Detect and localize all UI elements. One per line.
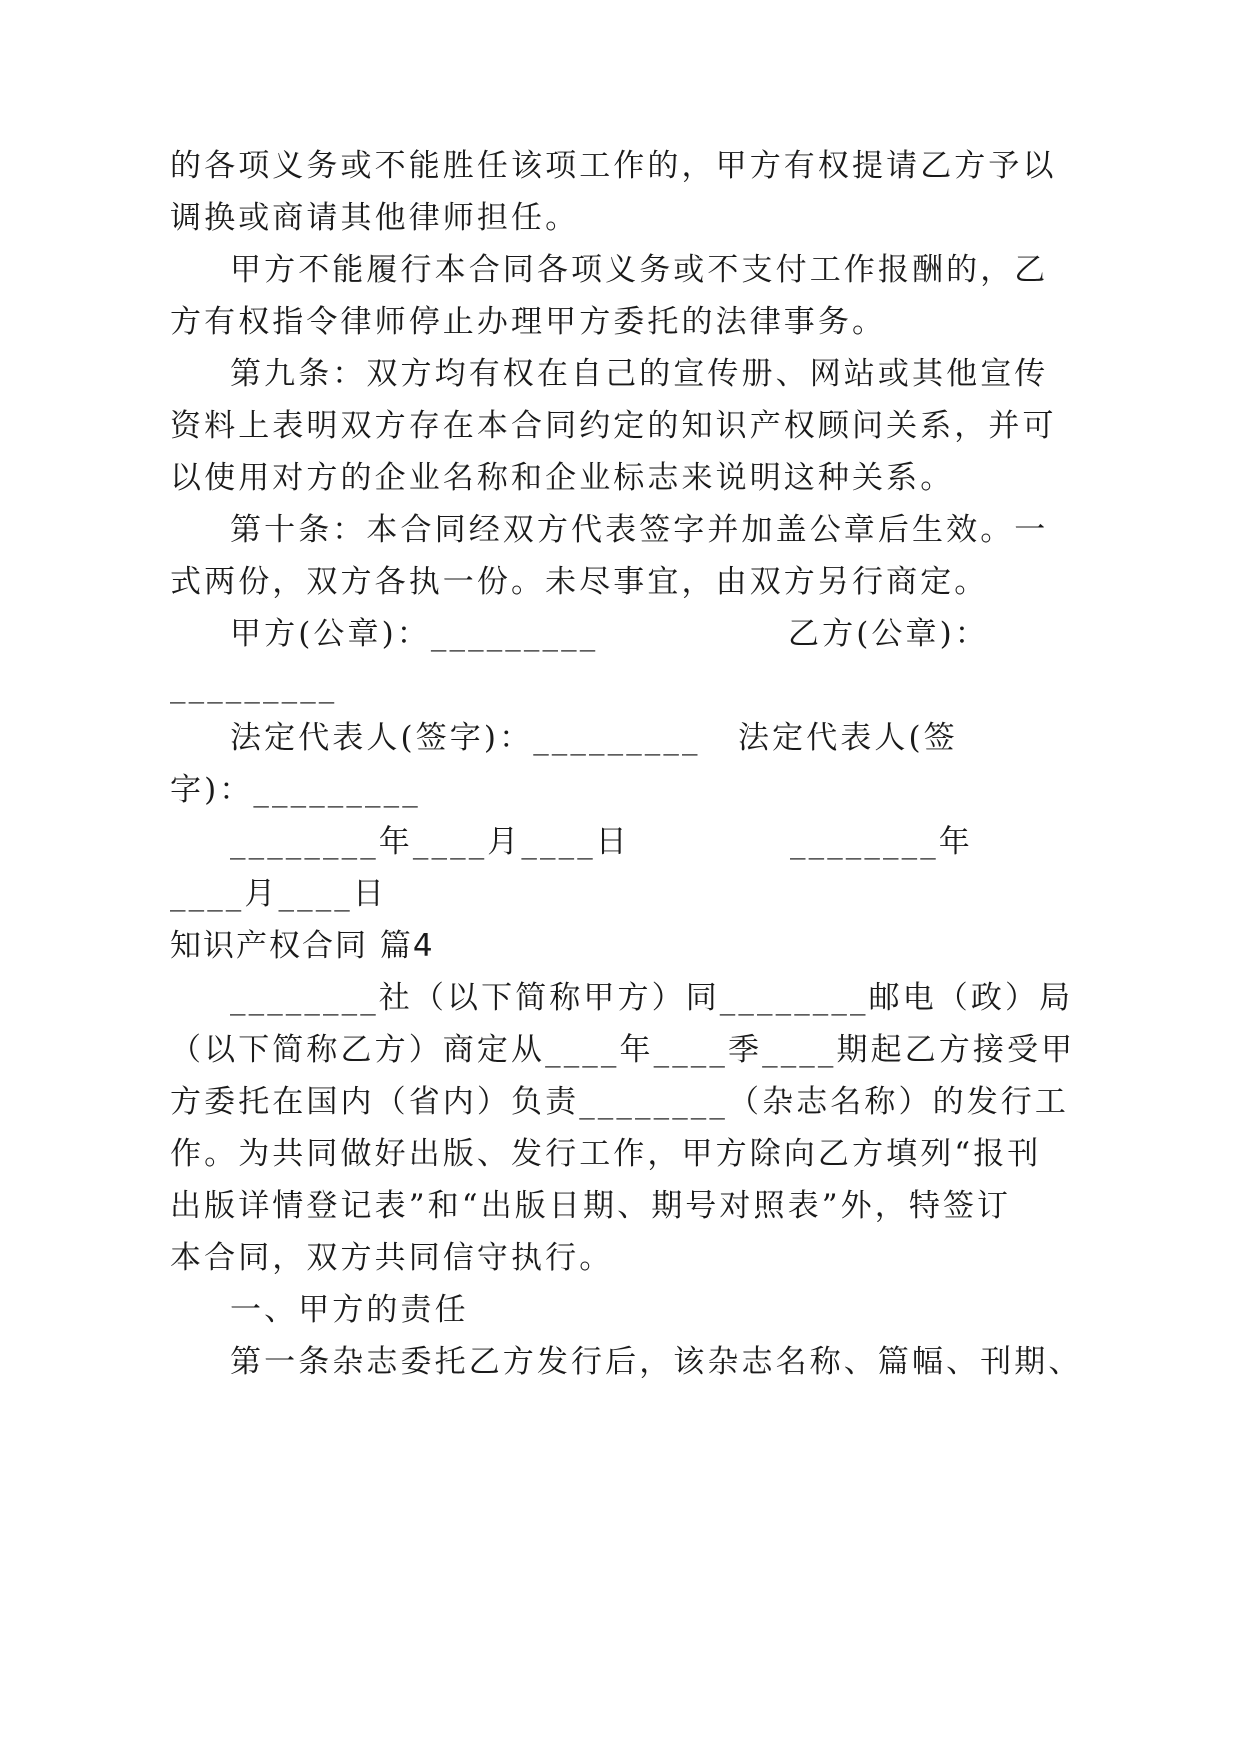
paragraph-line: 第九条：双方均有权在自己的宣传册、网站或其他宣传: [230, 356, 1049, 392]
paragraph-line: 资料上表明双方存在本合同约定的知识产权顾问关系，并可: [170, 408, 1057, 444]
paragraph-line: 本合同，双方共同信守执行。: [170, 1240, 614, 1276]
paragraph-line: 调换或商请其他律师担任。: [170, 200, 580, 236]
paragraph-line: 方有权指令律师停止办理甲方委托的法律事务。: [170, 304, 887, 340]
party-a-seal-line: 甲方(公章)：_________: [230, 616, 599, 652]
paragraph-line: ________社（以下简称甲方）同________邮电（政）局: [230, 980, 1074, 1016]
paragraph-line: （以下简称乙方）商定从____年____季____期起乙方接受甲: [170, 1032, 1076, 1068]
party-b-date-month-day: ____月____日: [170, 876, 387, 912]
section-heading: 知识产权合同 篇4: [170, 928, 435, 964]
paragraph-line: 第一条杂志委托乙方发行后，该杂志名称、篇幅、刊期、: [230, 1344, 1083, 1380]
party-b-seal-blank: _________: [170, 668, 338, 704]
party-b-representative-label: 法定代表人(签: [738, 720, 958, 756]
party-b-representative-blank: 字)：_________: [170, 772, 421, 808]
paragraph-line: 作。为共同做好出版、发行工作，甲方除向乙方填列“报刊: [170, 1136, 1042, 1172]
party-b-seal-label: 乙方(公章)：: [788, 616, 989, 652]
paragraph-line: 以使用对方的企业名称和企业标志来说明这种关系。: [170, 460, 955, 496]
party-a-representative-line: 法定代表人(签字)：_________: [230, 720, 701, 756]
paragraph-line: 第十条：本合同经双方代表签字并加盖公章后生效。一: [230, 512, 1049, 548]
paragraph-line: 出版详情登记表”和“出版日期、期号对照表”外，特签订: [170, 1188, 1012, 1224]
party-a-date-line: ________年____月____日: [230, 824, 630, 860]
subsection-heading: 一、甲方的责任: [230, 1292, 469, 1328]
paragraph-line: 甲方不能履行本合同各项义务或不支付工作报酬的，乙: [230, 252, 1049, 288]
paragraph-line: 方委托在国内（省内）负责________（杂志名称）的发行工: [170, 1084, 1069, 1120]
paragraph-line: 的各项义务或不能胜任该项工作的，甲方有权提请乙方予以: [170, 148, 1057, 184]
party-b-date-year: ________年: [790, 824, 973, 860]
paragraph-line: 式两份，双方各执一份。未尽事宜，由双方另行商定。: [170, 564, 989, 600]
